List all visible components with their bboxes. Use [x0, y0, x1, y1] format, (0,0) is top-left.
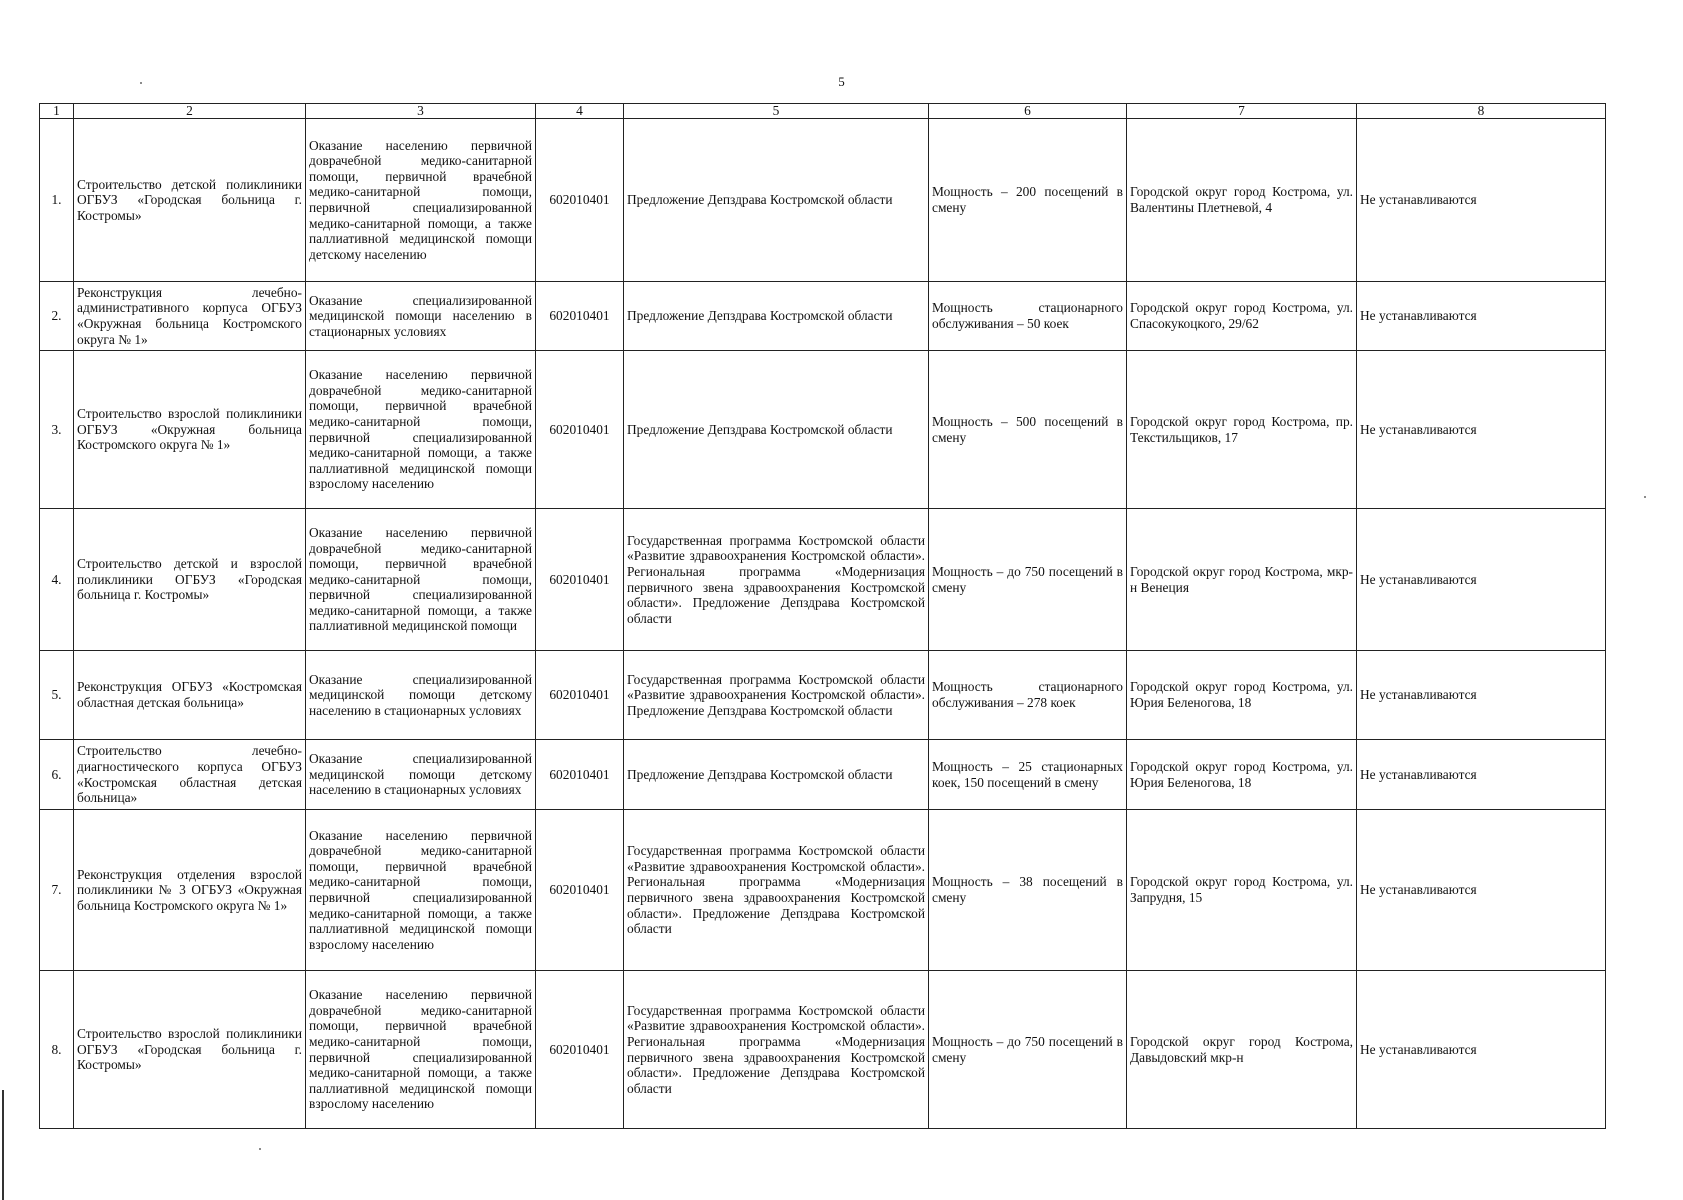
- location-cell: Городской округ город Кострома, ул. Валентины Плетневой, 4: [1127, 119, 1357, 282]
- purpose-cell: Оказание населению первичной доврачебной медико-санитарной помощи, первичной врачебной медико-санитарной помощи, первичной специализированной медико-санитарной помощи, а также паллиативной медицинской помощи детскому населению: [306, 119, 536, 282]
- capacity-cell: Мощность – до 750 посещений в смену: [929, 509, 1127, 651]
- capacity-cell: Мощность – 200 посещений в смену: [929, 119, 1127, 282]
- row-number: 6.: [40, 740, 74, 810]
- location-cell: Городской округ город Кострома, пр. Текстильщиков, 17: [1127, 351, 1357, 509]
- capacity-cell: Мощность – 25 стационарных коек, 150 посещений в смену: [929, 740, 1127, 810]
- table-row: [40, 119, 1606, 282]
- zones-cell: Не устанавливаются: [1357, 119, 1606, 282]
- purpose-cell: Оказание населению первичной доврачебной медико-санитарной помощи, первичной врачебной медико-санитарной помощи, первичной специализированной медико-санитарной помощи, а также паллиативной медицинской помощи взрослому населению: [306, 971, 536, 1129]
- row-number: 5.: [40, 651, 74, 740]
- code-cell: 602010401: [536, 119, 624, 282]
- purpose-cell: Оказание населению первичной доврачебной медико-санитарной помощи, первичной врачебной медико-санитарной помощи, первичной специализированной медико-санитарной помощи, а также паллиативной медицинской помощи взрослому населению: [306, 810, 536, 971]
- object-name-cell: Строительство детской и взрослой поликлиники ОГБУЗ «Городская больница г. Костромы»: [74, 509, 306, 651]
- object-name-cell: Строительство взрослой поликлиники ОГБУЗ «Окружная больница Костромского округа № 1»: [74, 351, 306, 509]
- column-header: 6: [929, 104, 1127, 119]
- purpose-cell: Оказание населению первичной доврачебной медико-санитарной помощи, первичной врачебной медико-санитарной помощи, первичной специализированной медико-санитарной помощи, а также паллиативной медицинской помощи: [306, 509, 536, 651]
- location-cell: Городской округ город Кострома, ул. Спасокукоцкого, 29/62: [1127, 282, 1357, 351]
- zones-cell: Не устанавливаются: [1357, 651, 1606, 740]
- location-cell: Городской округ город Кострома, мкр-н Венеция: [1127, 509, 1357, 651]
- row-number: 8.: [40, 971, 74, 1129]
- table-row: [40, 282, 1606, 351]
- basis-cell: Предложение Депздрава Костромской области: [624, 351, 929, 509]
- purpose-cell: Оказание населению первичной доврачебной медико-санитарной помощи, первичной врачебной медико-санитарной помощи, первичной специализированной медико-санитарной помощи, а также паллиативной медицинской помощи взрослому населению: [306, 351, 536, 509]
- zones-cell: Не устанавливаются: [1357, 740, 1606, 810]
- code-cell: 602010401: [536, 282, 624, 351]
- zones-cell: Не устанавливаются: [1357, 351, 1606, 509]
- capacity-cell: Мощность стационарного обслуживания – 50 коек: [929, 282, 1127, 351]
- column-header: 5: [624, 104, 929, 119]
- object-name-cell: Строительство лечебно-диагностического корпуса ОГБУЗ «Костромская областная детская больница»: [74, 740, 306, 810]
- basis-cell: Государственная программа Костромской области «Развитие здравоохранения Костромской области». Региональная программа «Модернизация первичного звена здравоохранения Костромской области». Предложение Депздрава Костромской области: [624, 971, 929, 1129]
- capacity-cell: Мощность – 500 посещений в смену: [929, 351, 1127, 509]
- code-cell: 602010401: [536, 351, 624, 509]
- purpose-cell: Оказание специализированной медицинской помощи детскому населению в стационарных условиях: [306, 651, 536, 740]
- column-header: 3: [306, 104, 536, 119]
- row-number: 3.: [40, 351, 74, 509]
- location-cell: Городской округ город Кострома, ул. Запрудня, 15: [1127, 810, 1357, 971]
- column-header: 8: [1357, 104, 1606, 119]
- scan-speck: [259, 1148, 261, 1150]
- scan-speck: [1644, 496, 1646, 498]
- capacity-cell: Мощность – до 750 посещений в смену: [929, 971, 1127, 1129]
- code-cell: 602010401: [536, 740, 624, 810]
- basis-cell: Государственная программа Костромской области «Развитие здравоохранения Костромской области». Предложение Депздрава Костромской области: [624, 651, 929, 740]
- basis-cell: Предложение Депздрава Костромской области: [624, 740, 929, 810]
- purpose-cell: Оказание специализированной медицинской помощи детскому населению в стационарных условиях: [306, 740, 536, 810]
- location-cell: Городской округ город Кострома, ул. Юрия Беленогова, 18: [1127, 740, 1357, 810]
- location-cell: Городской округ город Кострома, ул. Юрия Беленогова, 18: [1127, 651, 1357, 740]
- capacity-cell: Мощность стационарного обслуживания – 278 коек: [929, 651, 1127, 740]
- column-header: 1: [40, 104, 74, 119]
- row-number: 7.: [40, 810, 74, 971]
- zones-cell: Не устанавливаются: [1357, 282, 1606, 351]
- basis-cell: Государственная программа Костромской области «Развитие здравоохранения Костромской области». Региональная программа «Модернизация первичного звена здравоохранения Костромской области». Предложение Депздрава Костромской области: [624, 509, 929, 651]
- purpose-cell: Оказание специализированной медицинской помощи населению в стационарных условиях: [306, 282, 536, 351]
- object-name-cell: Строительство детской поликлиники ОГБУЗ «Городская больница г. Костромы»: [74, 119, 306, 282]
- row-number: 1.: [40, 119, 74, 282]
- object-name-cell: Строительство взрослой поликлиники ОГБУЗ «Городская больница г. Костромы»: [74, 971, 306, 1129]
- page-number: 5: [838, 74, 845, 89]
- basis-cell: Предложение Депздрава Костромской области: [624, 119, 929, 282]
- location-cell: Городской округ город Кострома, Давыдовский мкр-н: [1127, 971, 1357, 1129]
- table-row: [40, 351, 1606, 509]
- code-cell: 602010401: [536, 651, 624, 740]
- table-row: [40, 509, 1606, 651]
- zones-cell: Не устанавливаются: [1357, 810, 1606, 971]
- column-header: 4: [536, 104, 624, 119]
- row-number: 2.: [40, 282, 74, 351]
- scan-margin-line: [2, 1090, 4, 1200]
- capacity-cell: Мощность – 38 посещений в смену: [929, 810, 1127, 971]
- column-header: 2: [74, 104, 306, 119]
- code-cell: 602010401: [536, 810, 624, 971]
- table-row: [40, 810, 1606, 971]
- basis-cell: Предложение Депздрава Костромской области: [624, 282, 929, 351]
- code-cell: 602010401: [536, 971, 624, 1129]
- table-row: [40, 971, 1606, 1129]
- object-name-cell: Реконструкция лечебно-административного корпуса ОГБУЗ «Окружная больница Костромского округа № 1»: [74, 282, 306, 351]
- code-cell: 602010401: [536, 509, 624, 651]
- object-name-cell: Реконструкция ОГБУЗ «Костромская областная детская больница»: [74, 651, 306, 740]
- objects-table: [39, 103, 1606, 1129]
- column-header: 7: [1127, 104, 1357, 119]
- row-number: 4.: [40, 509, 74, 651]
- zones-cell: Не устанавливаются: [1357, 509, 1606, 651]
- table-row: [40, 651, 1606, 740]
- table-row: [40, 740, 1606, 810]
- basis-cell: Государственная программа Костромской области «Развитие здравоохранения Костромской области». Региональная программа «Модернизация первичного звена здравоохранения Костромской области». Предложение Депздрава Костромской области: [624, 810, 929, 971]
- object-name-cell: Реконструкция отделения взрослой поликлиники № 3 ОГБУЗ «Окружная больница Костромского округа № 1»: [74, 810, 306, 971]
- scan-speck: [140, 82, 142, 84]
- table-header-row: [40, 104, 1606, 119]
- zones-cell: Не устанавливаются: [1357, 971, 1606, 1129]
